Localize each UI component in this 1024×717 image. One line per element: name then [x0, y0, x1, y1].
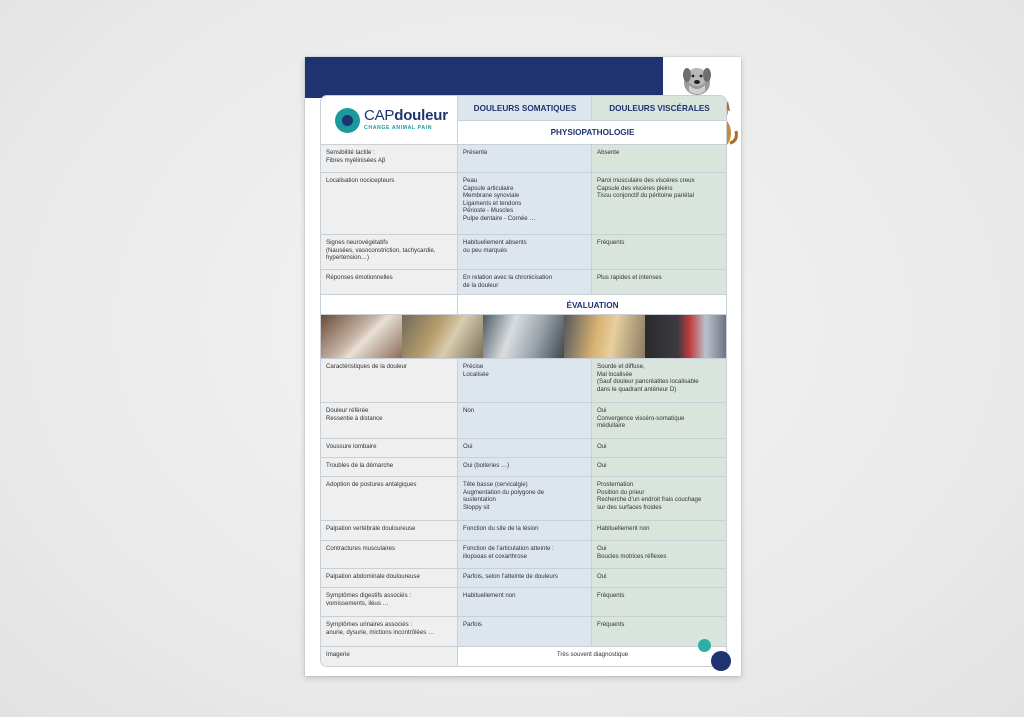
table-row [321, 144, 726, 173]
table-row [321, 358, 726, 403]
table-row [321, 540, 726, 569]
table-row [321, 402, 726, 439]
table-row [321, 476, 726, 521]
row-label: Imagerie [321, 647, 457, 667]
visceral-cell: Absente [591, 145, 726, 173]
photo-strip [321, 314, 726, 359]
table-row [321, 616, 726, 647]
somatic-cell: Habituellement absents ou peu marqués [457, 235, 591, 270]
somatic-cell: Fonction du site de la lésion [457, 521, 591, 541]
table-row [321, 438, 726, 458]
visceral-cell: Fréquents [591, 617, 726, 647]
logo-tagline: CHANGE ANIMAL PAIN [364, 125, 433, 131]
somatic-cell: Oui (boiteries …) [457, 458, 591, 477]
somatic-cell: Habituellement non [457, 588, 591, 617]
somatic-cell: Présente [457, 145, 591, 173]
evaluation-row [321, 294, 726, 315]
somatic-cell: Oui [457, 439, 591, 458]
row-label: Voussure lombaire [321, 439, 457, 458]
section-evaluation: ÉVALUATION [457, 295, 727, 315]
somatic-cell: En relation avec la chronicisation de la douleur [457, 270, 591, 295]
visceral-cell: Oui [591, 569, 726, 588]
visceral-cell: Sourde et diffuse, Mal localisée (Sauf douleur pancréatites localisable dans le quadrant antérieur D) [591, 359, 726, 403]
photo-dog-5 [645, 315, 726, 359]
visceral-cell: Oui [591, 439, 726, 458]
row-label: Adoption de postures antalgiques [321, 477, 457, 521]
table-row [321, 234, 726, 270]
photo-dog-3 [483, 315, 564, 359]
row-label: Palpation abdominale douloureuse [321, 569, 457, 588]
somatic-cell: Tête basse (cervicalgie) Augmentation du polygone de sustentation Sloppy sit [457, 477, 591, 521]
table-row [321, 457, 726, 477]
logo-name: CAPdouleur [364, 107, 448, 124]
dog-icon [677, 61, 717, 97]
table-row [321, 172, 726, 235]
comparison-table [320, 95, 727, 667]
document-sheet [305, 57, 741, 676]
row-label: Douleur référée Ressentie à distance [321, 403, 457, 439]
table-row [321, 587, 726, 617]
decorative-dot-teal [698, 639, 711, 652]
row-label: Sensibilité tactile : Fibres myélinisées Aβ [321, 145, 457, 173]
photo-dogs-1 [321, 315, 402, 359]
photo-dog-2 [402, 315, 483, 359]
row-label: Symptômes urinaires associés : anurie, dysurie, mictions incontrôlées … [321, 617, 457, 647]
table-row-imagerie [321, 646, 726, 667]
visceral-cell: Prosternation Position du prieur Recherche d’un endroit frais couchage sur des surfaces froides [591, 477, 726, 521]
somatic-cell: Parfois, selon l’atteinte de douleurs [457, 569, 591, 588]
row-label: Troubles de la démarche [321, 458, 457, 477]
row-label: Contractures musculaires [321, 541, 457, 569]
visceral-cell: Fréquents [591, 235, 726, 270]
somatic-cell: Précise Localisée [457, 359, 591, 403]
visceral-cell: Fréquents [591, 588, 726, 617]
visceral-cell: Oui Convergence viscéro-somatique médullaire [591, 403, 726, 439]
row-label: Caractéristiques de la douleur [321, 359, 457, 403]
capdouleur-logo [335, 106, 455, 136]
table-row [321, 269, 726, 295]
header-band [305, 57, 663, 98]
visceral-cell: Oui [591, 458, 726, 477]
row-label: Palpation vertébrale douloureuse [321, 521, 457, 541]
table-row [321, 520, 726, 541]
visceral-cell: Habituellement non [591, 521, 726, 541]
somatic-cell: Peau Capsule articulaire Membrane synoviale Ligaments et tendons Périoste - Muscles Pulpe dentaire - Cornée … [457, 173, 591, 235]
visceral-cell: Oui Boucles motrices réflexes [591, 541, 726, 569]
somatic-cell: Non [457, 403, 591, 439]
row-label: Localisation nocicepteurs [321, 173, 457, 235]
somatic-cell: Fonction de l’articulation atteinte : iliopsoas et coxarthrose [457, 541, 591, 569]
header-visceral: DOULEURS VISCÉRALES [591, 96, 727, 121]
section-physiopathologie: PHYSIOPATHOLOGIE [457, 121, 727, 143]
table-row [321, 568, 726, 588]
visceral-cell: Plus rapides et intenses [591, 270, 726, 295]
logo-mark-icon [335, 108, 360, 133]
decorative-dot-navy [711, 651, 731, 671]
header-somatic: DOULEURS SOMATIQUES [457, 96, 592, 121]
imagerie-value: Très souvent diagnostique [457, 647, 726, 667]
visceral-cell: Paroi musculaire des viscères creux Capsule des viscères pleins Tissu conjonctif du péritoine pariétal [591, 173, 726, 235]
row-label: Signes neurovégétatifs (Nausées, vasoconstriction, tachycardie, hypertension…) [321, 235, 457, 270]
photo-dog-4 [564, 315, 645, 359]
row-label: Réponses émotionnelles [321, 270, 457, 295]
row-label: Symptômes digestifs associés : vomissements, iléus … [321, 588, 457, 617]
somatic-cell: Parfois [457, 617, 591, 647]
